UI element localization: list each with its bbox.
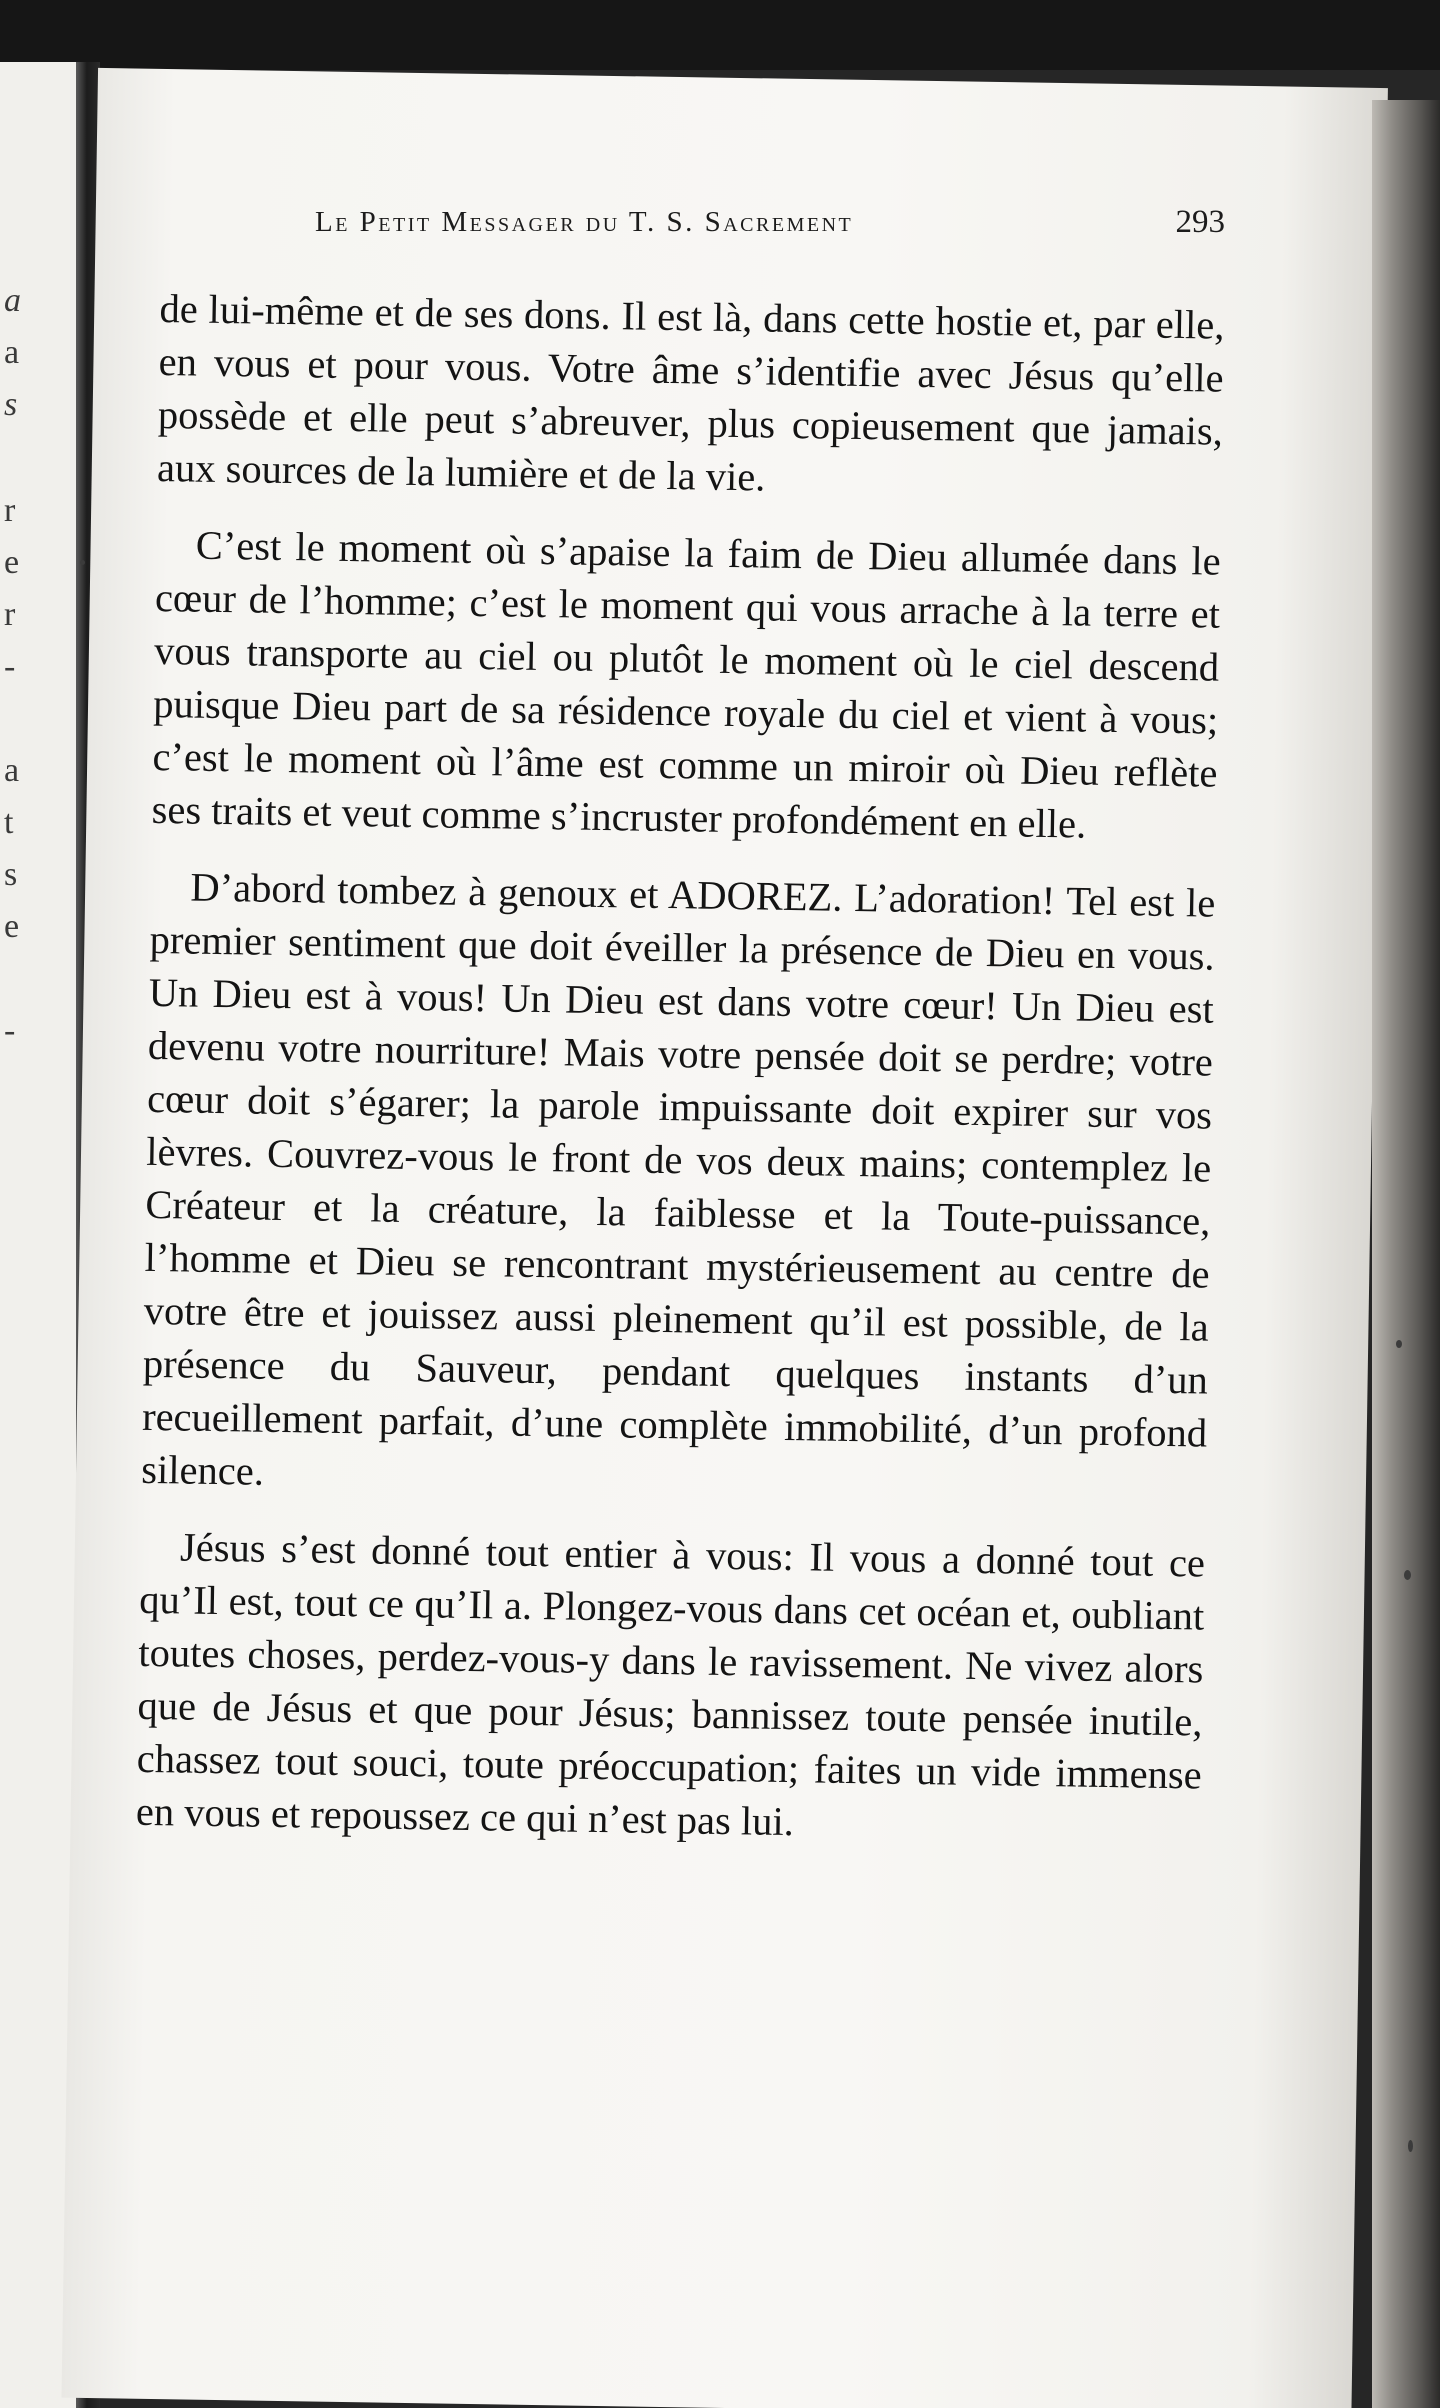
paragraph: D’abord tombez à genoux et ADOREZ. L’adoration! Tel est le premier sentiment que doit éveiller la présence de Dieu en vous. Un Dieu est à vous! Un Dieu est dans votre cœur! Un Dieu est devenu votre nourriture! Mais votre pensée doit se perdre; votre cœur doit s’égarer; la parole impuissante doit expirer sur vos lèvres. Couvrez-vous le front de vos deux mains; contemplez le Créateur et la créature, la faiblesse et la Toute-puissance, l’homme et Dieu se rencontrant mystérieusement au centre de votre être et jouissez aussi pleinement qu’il est possible, de la présence du Sauveur, pendant quelques instants d’un recueillement parfait, d’une complète immobilité, d’un profond silence. xyxy=(140,864,1216,1494)
facing-page-glyph: a xyxy=(4,752,20,789)
facing-page-glyph: s xyxy=(4,386,18,423)
page-stack-edge xyxy=(1372,100,1440,2408)
facing-page-glyph: r xyxy=(4,492,16,529)
facing-page-glyph: r xyxy=(4,596,16,633)
facing-page-glyph: - xyxy=(4,1012,16,1049)
facing-page-glyph: a xyxy=(4,282,21,319)
print-speck xyxy=(80,560,85,565)
paragraph: C’est le moment où s’apaise la faim de Dieu allumée dans le cœur de l’homme; c’est le moment qui vous arrache à la terre et vous transporte au ciel ou plutôt le moment où le ciel descend puisque Dieu part de sa résidence royale du ciel et vient à vous; c’est le moment où l’âme est comme un miroir où Dieu reflète ses traits et veut comme s’incruster profondément en elle. xyxy=(151,522,1222,847)
facing-page-glyph: e xyxy=(4,908,20,945)
facing-page-glyph: e xyxy=(4,544,20,581)
paragraph: Jésus s’est donné tout entier à vous: Il vous a donné tout ce qu’Il est, tout ce qu’Il a. Plongez-vous dans cet océan et, oubliant toutes choses, perdez-vous-y dans le ravissement. Ne vivez alors que de Jésus et que pour Jésus; bannissez toute pensée inutile, chassez tout souci, toute préoccupation; faites un vide immense en vous et repoussez ce qui n’est pas lui. xyxy=(135,1524,1206,1845)
print-speck xyxy=(1404,1570,1411,1580)
paragraph: de lui-même et de ses dons. Il est là, dans cette hostie et, par elle, en vous et pour vous. Votre âme s’identifie avec Jésus qu’elle possède et elle peut s’abreuver, plus copieusement que jamais, aux sources de la lumière et de la vie. xyxy=(156,285,1225,500)
facing-page-glyph: t xyxy=(4,804,14,841)
facing-page-glyph: s xyxy=(4,856,18,893)
running-title: Le Petit Messager du T. S. Sacrement xyxy=(315,206,854,238)
facing-page-glyph: - xyxy=(4,648,16,685)
running-header xyxy=(215,198,1225,248)
body-text xyxy=(135,282,1225,1879)
print-speck xyxy=(1408,2140,1413,2152)
scan-border-top xyxy=(0,0,1440,70)
page-number: 293 xyxy=(1175,204,1225,240)
print-speck xyxy=(1396,1340,1402,1348)
facing-page-glyph: a xyxy=(4,334,20,371)
